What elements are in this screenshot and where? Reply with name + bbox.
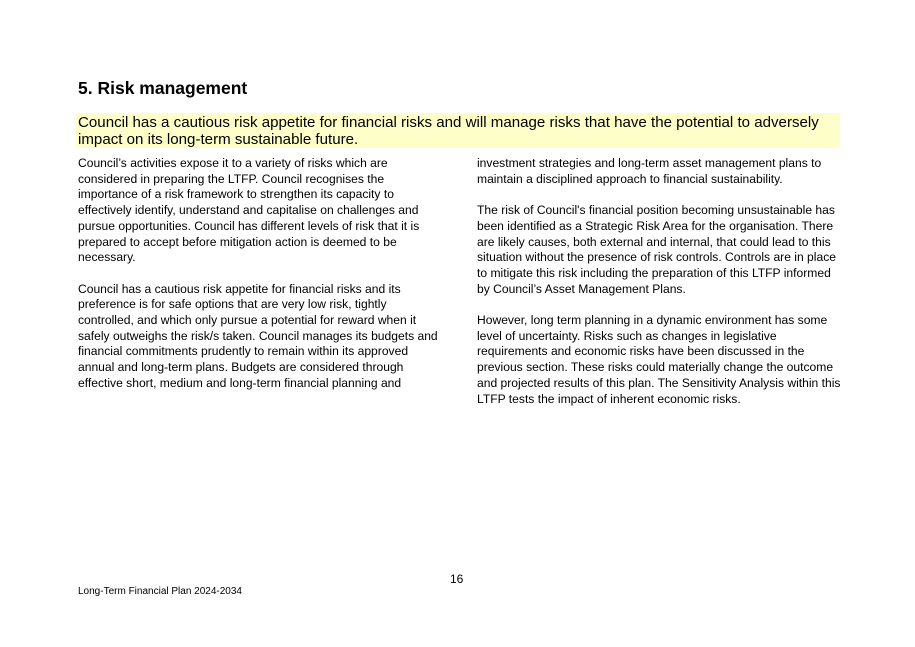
highlighted-summary	[76, 113, 840, 148]
section-heading: 5. Risk management	[78, 78, 248, 98]
paragraph	[78, 156, 448, 266]
paragraph	[78, 282, 448, 392]
paragraph	[477, 156, 847, 187]
page-number: 16	[450, 572, 464, 586]
text-line: been identified as a Strategic Risk Area for the organisation. There	[477, 218, 834, 233]
summary-line: impact on its long-term sustainable future.	[78, 131, 359, 148]
text-line: maintain a disciplined approach to financial sustainability.	[477, 171, 783, 186]
text-line: importance of a risk framework to strengthen its capacity to	[78, 187, 394, 202]
text-line: investment strategies and long-term asset management plans to	[477, 156, 822, 170]
left-column	[78, 156, 448, 407]
text-line: to mitigate this risk including the preparation of this LTFP informed	[477, 265, 831, 280]
text-line: financial commitments prudently to remain within its approved	[78, 344, 409, 359]
text-line: prepared to accept before mitigation action is deemed to be	[78, 234, 397, 249]
text-line: annual and long-term plans. Budgets are considered through	[78, 360, 404, 375]
summary-line: Council has a cautious risk appetite for financial risks and will manage risks that have the potential to adversely	[78, 114, 819, 131]
text-line: controlled, and which only pursue a potential for reward when it	[78, 313, 417, 328]
text-line: necessary.	[78, 250, 136, 265]
text-line: However, long term planning in a dynamic environment has some	[477, 313, 828, 327]
footer-title: Long-Term Financial Plan 2024-2034	[78, 586, 242, 597]
text-line: pursue opportunities. Council has different levels of risk that it is	[78, 218, 420, 233]
text-line: effective short, medium and long-term financial planning and	[78, 375, 402, 390]
text-line: LTFP tests the impact of inherent economic risks.	[477, 391, 741, 406]
text-line: considered in preparing the LTFP. Council recognises the	[78, 171, 385, 186]
text-line: safely outweighs the risk/s taken. Council manages its budgets and	[78, 328, 438, 343]
text-line: Council’s activities expose it to a variety of risks which are	[78, 156, 388, 170]
right-column	[477, 156, 847, 423]
text-line: preference is for safe options that are very low risk, tightly	[78, 297, 387, 312]
text-line: situation without the presence of risk controls. Controls are in place	[477, 250, 836, 265]
paragraph	[477, 203, 847, 297]
text-line: previous section. These risks could materially change the outcome	[477, 360, 834, 375]
text-line: by Council’s Asset Management Plans.	[477, 281, 686, 296]
paragraph	[477, 313, 847, 407]
text-line: level of uncertainty. Risks such as changes in legislative	[477, 328, 777, 343]
text-line: are likely causes, both external and internal, that could lead to this	[477, 234, 831, 249]
text-line: effectively identify, understand and capitalise on challenges and	[78, 203, 419, 218]
text-line: and projected results of this plan. The Sensitivity Analysis within this	[477, 375, 841, 390]
text-line: The risk of Council's financial position becoming unsustainable has	[477, 203, 835, 218]
text-line: Council has a cautious risk appetite for financial risks and its	[78, 281, 401, 296]
text-line: requirements and economic risks have been discussed in the	[477, 344, 805, 359]
